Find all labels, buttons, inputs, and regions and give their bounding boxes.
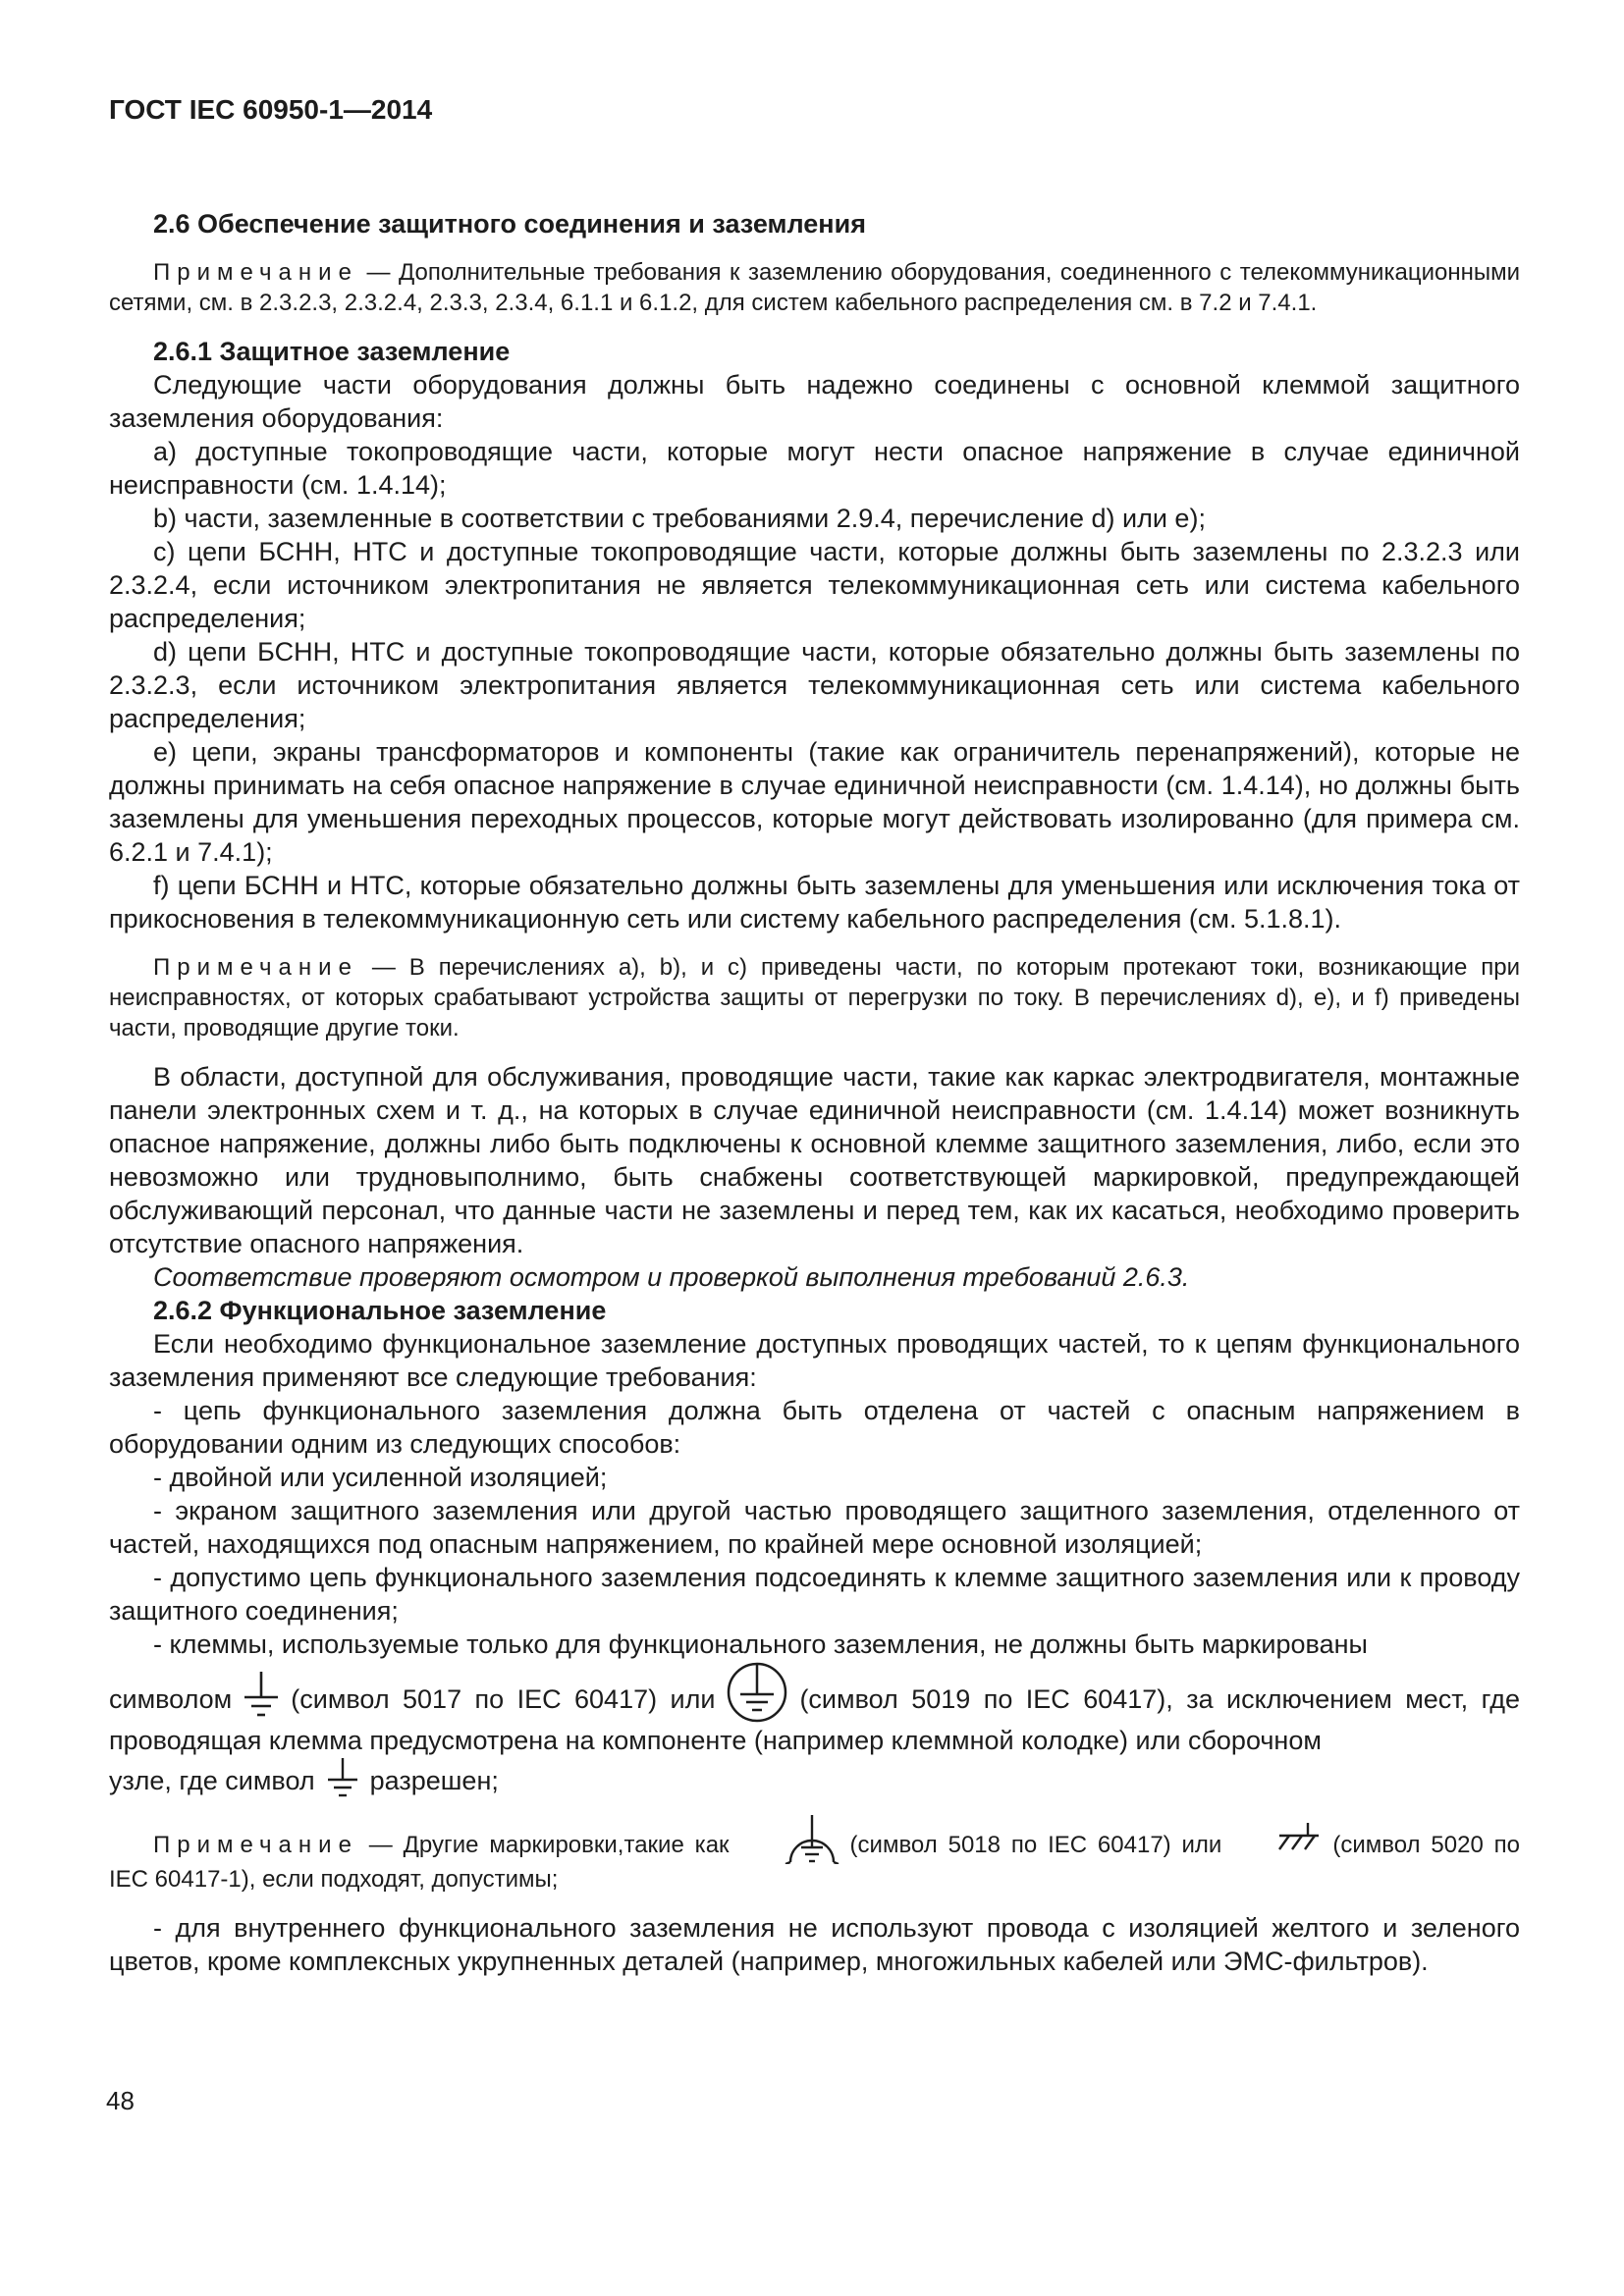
section-2-6-2-heading: 2.6.2 Функциональное заземление	[153, 1296, 607, 1325]
note-text: — Другие маркировки,такие как	[368, 1832, 730, 1858]
document-header-title: ГОСТ IEC 60950-1—2014	[109, 94, 433, 125]
symbol-paragraph-text: символом	[109, 1684, 233, 1714]
note-text: (символ 5020 по IEC 60417-1), если подходят, допустимы;	[109, 1832, 1521, 1893]
earth-ground-icon	[243, 1671, 280, 1718]
list-item-terminals-marking: - клеммы, используемые только для функционального заземления, не должны быть маркированы	[153, 1629, 1368, 1659]
paragraph-service-area: В области, доступной для обслуживания, проводящие части, такие как каркас электродвигателя, монтажные панели электронных схем и т. д., на которых в случае единичной неисправности (см. 1.4.14) может возникнуть опасное напряжение, должны либо быть подключены к основной клемме защитного заземления, либо, если это невозможно или трудновыполнимо, быть снабжены соответствующей маркировкой, предупреждающей обслуживающий персонал, что данные части не заземлены и перед тем, как их касаться, необходимо проверить отсутствие опасного напряжения.	[109, 1062, 1520, 1258]
list-item-c: c) цепи БСНН, НТС и доступные токопроводящие части, которые должны быть заземлены по 2.3.2.3 или 2.3.2.4, если источником электропитания не является телекоммуникационная сеть или система кабельного распределения;	[109, 537, 1520, 633]
list-item-terminal-connection: - допустимо цепь функционального заземления подсоединять к клемме защитного заземления или к проводу защитного соединения;	[109, 1563, 1520, 1626]
section-2-6-heading: 2.6 Обеспечение защитного соединения и заземления	[153, 209, 866, 239]
symbol-paragraph-text: (символ 5017 по IEC 60417) или	[291, 1684, 716, 1714]
protective-earth-icon	[726, 1661, 788, 1724]
note-other-markings	[109, 1815, 1520, 1895]
paragraph-symbol-marking	[109, 1661, 1520, 1757]
list-item-internal-grounding: - для внутреннего функционального заземления не используют провода с изоляцией желтого и зеленого цветов, кроме комплексных укрупненных деталей (например, многожильных кабелей или ЭМС-фильтров).	[109, 1913, 1520, 1976]
note-enumerations	[109, 952, 1520, 1043]
list-item-e: e) цепи, экраны трансформаторов и компоненты (такие как ограничитель перенапряжений), которые не должны принимать на себя опасное напряжение в случае единичной неисправности (см. 1.4.14), но должны быть заземлены для уменьшения переходных процессов, которые могут действовать изолированно (для примера см. 6.2.1 и 7.4.1);	[109, 737, 1520, 867]
note-label: Примечание	[153, 259, 358, 286]
note-label: Примечание	[153, 1832, 358, 1858]
page-content	[109, 93, 1520, 1978]
noiseless-earth-icon	[740, 1815, 839, 1864]
note-text: (символ 5018 по IEC 60417) или	[849, 1832, 1222, 1858]
note-text: — Дополнительные требования к заземлению оборудования, соединенного с телекоммуникационными сетями, см. в 2.3.2.3, 2.3.2.4, 2.3.3, 2.3.4, 6.1.1 и 6.1.2, для систем кабельного распределения см. в 7.2 и 7.4.1.	[109, 259, 1520, 316]
page-number: 48	[106, 2086, 135, 2115]
list-item-f: f) цепи БСНН и НТС, которые обязательно должны быть заземлены для уменьшения или исключения тока от прикосновения в телекоммуникационную сеть или систему кабельного распределения (см. 5.1.8.1).	[109, 871, 1520, 934]
earth-ground-icon	[326, 1757, 359, 1798]
list-item-screen: - экраном защитного заземления или другой частью проводящего защитного заземления, отделенного от частей, находящихся под опасным напряжением, по крайней мере основной изоляцией;	[109, 1496, 1520, 1559]
section-2-6-1-heading: 2.6.1 Защитное заземление	[153, 337, 511, 366]
list-item-a: a) доступные токопроводящие части, которые могут нести опасное напряжение в случае единичной неисправности (см. 1.4.14);	[109, 437, 1520, 500]
symbol-paragraph-text: разрешен;	[369, 1766, 499, 1795]
paragraph-compliance: Соответствие проверяют осмотром и проверкой выполнения требований 2.6.3.	[153, 1262, 1190, 1292]
note-label: Примечание	[153, 954, 358, 981]
symbol-paragraph-text: узле, где символ	[109, 1766, 315, 1795]
note-text: — В перечислениях a), b), и c) приведены части, по которым протекают токи, возникающие при неисправностях, от которых срабатывают устройства защиты от перегрузки по току. В перечислениях d), e), и f) приведены части, проводящие другие токи.	[109, 954, 1520, 1041]
list-item-b: b) части, заземленные в соответствии с требованиями 2.9.4, перечисление d) или e);	[153, 504, 1206, 533]
list-item-d: d) цепи БСНН, НТС и доступные токопроводящие части, которые обязательно должны быть заземлены по 2.3.2.3, если источником электропитания является телекоммуникационная сеть или система кабельного распределения;	[109, 637, 1520, 733]
list-item-double-insulation: - двойной или усиленной изоляцией;	[153, 1463, 608, 1492]
paragraph-symbol-allowed	[109, 1757, 1520, 1798]
list-item-separation: - цепь функционального заземления должна быть отделена от частей с опасным напряжением в оборудовании одним из следующих способов:	[109, 1396, 1520, 1459]
note-additional-requirements	[109, 257, 1520, 318]
paragraph-intro-2-6-2: Если необходимо функциональное заземление доступных проводящих частей, то к цепям функционального заземления применяют все следующие требования:	[109, 1329, 1520, 1392]
frame-chassis-earth-icon	[1232, 1823, 1322, 1858]
paragraph-intro-2-6-1: Следующие части оборудования должны быть надежно соединены с основной клеммой защитного заземления оборудования:	[109, 370, 1520, 433]
symbol-paragraph-text: (символ 5019 по IEC 60417), за исключением мест, где проводящая клемма предусмотрена на компоненте (например клеммной колодке) или сборочном	[109, 1684, 1520, 1755]
